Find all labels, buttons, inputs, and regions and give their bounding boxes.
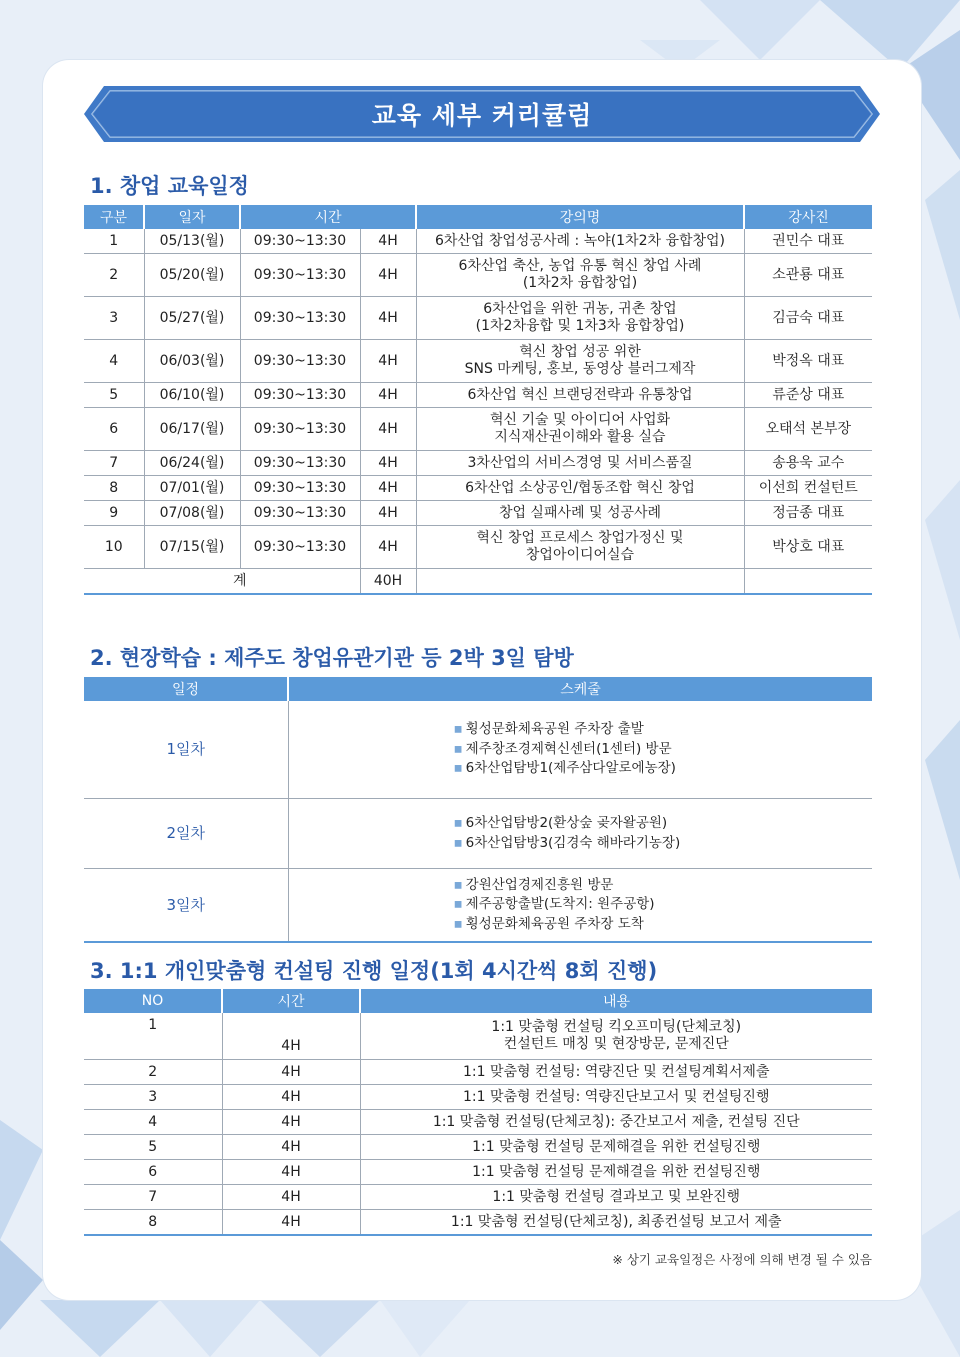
cell-content (360, 1135, 872, 1160)
cell-time: 09:30~13:30 (240, 476, 360, 501)
cell-lecture (416, 408, 744, 451)
cell-schedule (288, 799, 872, 869)
header-instructor: 강사진 (744, 205, 872, 229)
table-row (84, 1110, 872, 1135)
cell-lecture (416, 254, 744, 297)
cell-instructor: 권민수 대표 (744, 229, 872, 254)
cell-no: 4 (84, 1110, 222, 1135)
total-label: 계 (84, 569, 360, 595)
schedule-item-text: 6차산업탐방3(김경숙 해바라기농장) (465, 834, 681, 851)
table-row (84, 340, 872, 383)
text-line: 1:1 맞춤형 컨설팅(단체코칭): 중간보고서 제출, 컨설팅 진단 (432, 1113, 800, 1130)
cell-date: 05/13(월) (144, 229, 240, 254)
cell-hours: 4H (360, 526, 416, 569)
cell-time: 09:30~13:30 (240, 254, 360, 297)
cell-lecture (416, 229, 744, 254)
text-line: 1:1 맞춤형 컨설팅(단체코칭), 최종컨설팅 보고서 제출 (450, 1213, 782, 1230)
schedule-item-text: 제주창조경제혁신센터(1센터) 방문 (465, 740, 672, 757)
table-row (84, 501, 872, 526)
cell-date: 05/20(월) (144, 254, 240, 297)
cell-time: 09:30~13:30 (240, 383, 360, 408)
cell-hours: 4H (222, 1013, 360, 1060)
cell-hours: 4H (360, 501, 416, 526)
cell-date: 06/24(월) (144, 451, 240, 476)
cell-lecture (416, 476, 744, 501)
text-line: 혁신 창업 성공 위한 (519, 344, 641, 360)
schedule-item-text: 강원산업경제진흥원 방문 (465, 876, 614, 893)
section2-title: 2. 현장학습 : 제주도 창업유관기관 등 2박 3일 탐방 (90, 646, 574, 670)
table-row (84, 1135, 872, 1160)
bullet-icon: ▪ (453, 721, 463, 738)
bullet-icon: ▪ (453, 896, 463, 913)
cell-hours: 4H (222, 1060, 360, 1085)
cell-no: 3 (84, 1085, 222, 1110)
text-line: 창업아이디어실습 (525, 547, 635, 563)
table-row (84, 526, 872, 569)
cell-no: 8 (84, 476, 144, 501)
cell-schedule (288, 701, 872, 799)
cell-instructor: 소관룡 대표 (744, 254, 872, 297)
table-row (84, 254, 872, 297)
table-row (84, 799, 872, 869)
schedule-item (454, 720, 869, 740)
cell-no: 2 (84, 1060, 222, 1085)
cell-content (360, 1210, 872, 1236)
cell-lecture (416, 451, 744, 476)
cell-content (360, 1160, 872, 1185)
schedule-item (454, 895, 869, 915)
text-line: 3차산업의 서비스경영 및 서비스품질 (467, 454, 693, 471)
text-line: 6차산업 소상공인/협동조합 혁신 창업 (465, 479, 695, 496)
text-line: 1:1 맞춤형 컨설팅 킥오프미팅(단체코칭) (491, 1019, 742, 1035)
text-line: 1:1 맞춤형 컨설팅 결과보고 및 보완진행 (492, 1188, 741, 1205)
cell-lecture (416, 297, 744, 340)
cell-time: 09:30~13:30 (240, 526, 360, 569)
cell-no: 1 (84, 1013, 222, 1060)
text-line: 6차산업 창업성공사례 : 녹야(1차2차 융합창업) (434, 232, 726, 249)
schedule-item-text: 횡성문화체육공원 주차장 출발 (465, 721, 644, 738)
cell-content (360, 1013, 872, 1060)
cell-no: 3 (84, 297, 144, 340)
text-line: 혁신 기술 및 아이디어 사업화 (489, 412, 671, 428)
table-row (84, 383, 872, 408)
bullet-icon: ▪ (453, 876, 463, 893)
cell-content (360, 1110, 872, 1135)
header-schedule: 스케줄 (288, 677, 872, 701)
cell-time: 09:30~13:30 (240, 229, 360, 254)
schedule-item-text: 6차산업탐방2(환상숲 곶자왈공원) (465, 815, 668, 831)
total-empty (416, 569, 744, 595)
footnote: ※ 상기 교육일정은 사정에 의해 변경 될 수 있음 (612, 1252, 872, 1267)
cell-hours: 4H (222, 1210, 360, 1236)
header-no: NO (84, 989, 222, 1013)
cell-instructor: 이선희 컨설턴트 (744, 476, 872, 501)
cell-content (360, 1060, 872, 1085)
text-line: 6차산업 혁신 브랜딩전략과 유통창업 (467, 386, 693, 403)
text-line: 지식재산권이해와 활용 실습 (494, 429, 666, 445)
cell-day: 3일차 (84, 869, 288, 943)
cell-instructor: 오태석 본부장 (744, 408, 872, 451)
cell-lecture (416, 501, 744, 526)
header-lecture: 강의명 (416, 205, 744, 229)
text-line: 창업 실패사례 및 성공사례 (498, 504, 662, 521)
cell-no: 6 (84, 1160, 222, 1185)
text-line: 6차산업을 위한 귀농, 귀촌 창업 (483, 301, 677, 317)
bullet-icon: ▪ (453, 760, 463, 777)
text-line: 1:1 맞춤형 컨설팅 문제해결을 위한 컨설팅진행 (472, 1138, 761, 1155)
cell-instructor: 박상호 대표 (744, 526, 872, 569)
text-line: 컨설턴트 매칭 및 현장방문, 문제진단 (503, 1036, 729, 1052)
text-line: 혁신 창업 프로세스 창업가정신 및 (476, 530, 684, 546)
table-row (84, 1085, 872, 1110)
bullet-icon: ▪ (453, 815, 463, 831)
cell-no: 4 (84, 340, 144, 383)
text-line: 1:1 맞춤형 컨설팅: 역량진단보고서 및 컨설팅진행 (463, 1088, 770, 1105)
cell-hours: 4H (222, 1110, 360, 1135)
cell-no: 10 (84, 526, 144, 569)
text-line: 6차산업 축산, 농업 유통 혁신 창업 사례 (458, 258, 702, 274)
header-day: 일정 (84, 677, 288, 701)
table-row (84, 476, 872, 501)
cell-no: 6 (84, 408, 144, 451)
text-line: (1차2차융합 및 1차3차 융합창업) (475, 318, 685, 334)
header-no: 구분 (84, 205, 144, 229)
cell-instructor: 송용욱 교수 (744, 451, 872, 476)
cell-date: 07/01(월) (144, 476, 240, 501)
cell-date: 06/10(월) (144, 383, 240, 408)
cell-schedule (288, 869, 872, 943)
cell-date: 06/03(월) (144, 340, 240, 383)
table-header-row (84, 989, 872, 1013)
schedule-item (454, 915, 869, 935)
table-row (84, 869, 872, 943)
section3-title: 3. 1:1 개인맞춤형 컨설팅 진행 일정(1회 4시간씩 8회 진행) (90, 959, 658, 983)
cell-content (360, 1185, 872, 1210)
cell-instructor: 류준상 대표 (744, 383, 872, 408)
cell-date: 05/27(월) (144, 297, 240, 340)
text-line: 1:1 맞춤형 컨설팅 문제해결을 위한 컨설팅진행 (472, 1163, 761, 1180)
cell-time: 09:30~13:30 (240, 408, 360, 451)
cell-hours: 4H (222, 1160, 360, 1185)
cell-no: 5 (84, 1135, 222, 1160)
schedule-item-text: 제주공항출발(도착지: 원주공항) (465, 896, 655, 913)
cell-time: 09:30~13:30 (240, 451, 360, 476)
cell-no: 8 (84, 1210, 222, 1236)
cell-time: 09:30~13:30 (240, 501, 360, 526)
cell-time: 09:30~13:30 (240, 340, 360, 383)
header-time: 시간 (240, 205, 416, 229)
cell-lecture (416, 340, 744, 383)
cell-date: 06/17(월) (144, 408, 240, 451)
total-row (84, 569, 872, 595)
table-row (84, 1013, 872, 1060)
cell-hours: 4H (222, 1185, 360, 1210)
schedule-item (454, 876, 869, 896)
cell-instructor: 박정옥 대표 (744, 340, 872, 383)
table-row (84, 1210, 872, 1236)
cell-hours: 4H (360, 229, 416, 254)
schedule-item (454, 814, 869, 834)
cell-hours: 4H (360, 451, 416, 476)
text-line: (1차2차 융합창업) (522, 275, 638, 291)
cell-no: 5 (84, 383, 144, 408)
cell-no: 2 (84, 254, 144, 297)
section1-title: 1. 창업 교육일정 (90, 174, 249, 198)
total-hours: 40H (360, 569, 416, 595)
consulting-schedule-table (84, 989, 872, 1236)
header-content: 내용 (360, 989, 872, 1013)
cell-lecture (416, 383, 744, 408)
cell-no: 7 (84, 1185, 222, 1210)
cell-hours: 4H (222, 1135, 360, 1160)
cell-hours: 4H (222, 1085, 360, 1110)
cell-hours: 4H (360, 476, 416, 501)
cell-instructor: 정금종 대표 (744, 501, 872, 526)
table-row (84, 451, 872, 476)
table-row (84, 1185, 872, 1210)
education-schedule-table (84, 205, 872, 595)
cell-hours: 4H (360, 383, 416, 408)
bullet-icon: ▪ (453, 834, 463, 851)
cell-hours: 4H (360, 254, 416, 297)
cell-lecture (416, 526, 744, 569)
cell-day: 2일차 (84, 799, 288, 869)
cell-date: 07/15(월) (144, 526, 240, 569)
table-row (84, 1060, 872, 1085)
schedule-item (454, 759, 869, 779)
schedule-item-text: 6차산업탐방1(제주삼다알로에농장) (465, 760, 676, 777)
cell-hours: 4H (360, 297, 416, 340)
text-line: SNS 마케팅, 홍보, 동영상 블러그제작 (464, 361, 696, 377)
text-line: 1:1 맞춤형 컨설팅: 역량진단 및 컨설팅계획서제출 (463, 1063, 770, 1080)
header-hours: 시간 (222, 989, 360, 1013)
cell-time: 09:30~13:30 (240, 297, 360, 340)
cell-hours: 4H (360, 408, 416, 451)
table-row (84, 229, 872, 254)
table-row (84, 1160, 872, 1185)
schedule-item (454, 834, 869, 854)
cell-no: 7 (84, 451, 144, 476)
cell-date: 07/08(월) (144, 501, 240, 526)
bullet-icon: ▪ (453, 915, 463, 932)
cell-hours: 4H (360, 340, 416, 383)
total-empty (744, 569, 872, 595)
bullet-icon: ▪ (453, 740, 463, 757)
cell-content (360, 1085, 872, 1110)
table-row (84, 701, 872, 799)
cell-no: 9 (84, 501, 144, 526)
schedule-item-text: 횡성문화체육공원 주차장 도착 (465, 915, 644, 932)
cell-instructor: 김금숙 대표 (744, 297, 872, 340)
table-header-row (84, 205, 872, 229)
schedule-item (454, 740, 869, 760)
page-title: 교육 세부 커리큘럼 (371, 101, 593, 130)
cell-no: 1 (84, 229, 144, 254)
header-date: 일자 (144, 205, 240, 229)
field-trip-table (84, 677, 872, 943)
table-header-row (84, 677, 872, 701)
cell-day: 1일차 (84, 701, 288, 799)
table-row (84, 408, 872, 451)
table-row (84, 297, 872, 340)
